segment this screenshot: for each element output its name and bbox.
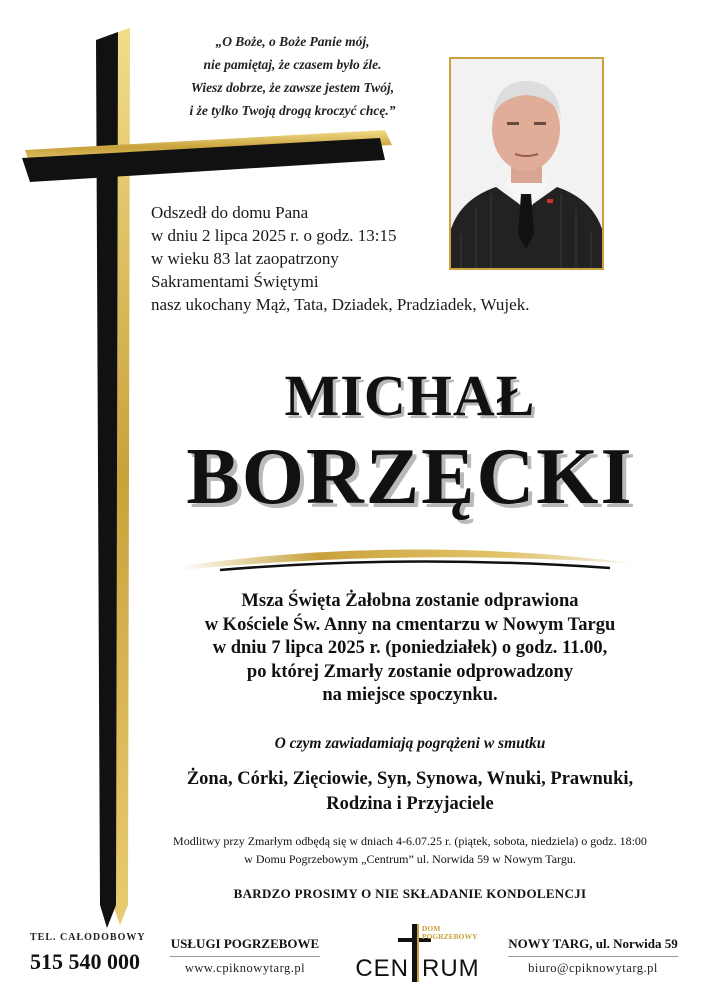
death-announcement: [151, 201, 601, 316]
mourners-list: [150, 767, 670, 817]
quote-line: „O Boże, o Boże Panie mój,: [215, 34, 370, 49]
phone-number[interactable]: 515 540 000: [30, 949, 140, 974]
intro-line: nasz ukochany Mąż, Tata, Dziadek, Pradziadek, Wujek.: [151, 295, 530, 314]
address-block: [508, 936, 678, 976]
website-link[interactable]: www.cpiknowytarg.pl: [184, 961, 306, 975]
logo-name-left: CEN: [355, 955, 409, 982]
services-block: [170, 936, 320, 976]
prayers-info: [150, 832, 670, 868]
prayers-line: Modlitwy przy Zmarłym odbędą się w dniach 4-6.07.25 r. (piątek, sobota, niedziela) o godz. 18:00: [173, 834, 647, 848]
logo-name-right: RUM: [422, 955, 480, 982]
mass-line: w dniu 7 lipca 2025 r. (poniedziałek) o godz. 11.00,: [212, 638, 608, 658]
mass-line: w Kościele Św. Anny na cmentarzu w Nowym Targu: [204, 614, 616, 635]
mourners-line: Żona, Córki, Zięciowie, Syn, Synowa, Wnuki, Prawnuki,: [186, 769, 634, 789]
deceased-last-name: BORZĘCKI: [186, 433, 634, 521]
mass-line: na miejsce spoczynku.: [322, 685, 498, 705]
gold-swoosh-divider: [180, 540, 640, 574]
phone-label: TEL. CAŁODOBOWY: [30, 932, 146, 943]
address: NOWY TARG, ul. Norwida 59: [508, 936, 678, 957]
intro-line: w dniu 2 lipca 2025 r. o godz. 13:15: [151, 226, 397, 245]
quote-line: i że tylko Twoją drogą kroczyć chcę.”: [189, 103, 396, 118]
quote-line: nie pamiętaj, że czasem było źle.: [203, 57, 382, 72]
epitaph-quote: [150, 30, 435, 122]
mourners-intro: O czym zawiadamiają pogrążeni w smutku: [274, 735, 546, 752]
funeral-mass-info: [150, 590, 670, 708]
deceased-first-name: MICHAŁ: [284, 363, 536, 428]
centrum-logo: [340, 920, 490, 990]
logo-top-text: DOM: [422, 924, 441, 933]
mass-line: po której Zmarły zostanie odprowadzony: [246, 661, 574, 682]
prayers-line: w Domu Pogrzebowym „Centrum” ul. Norwida 59 w Nowym Targu.: [244, 852, 576, 866]
mourners-line: Rodzina i Przyjaciele: [326, 794, 494, 814]
no-condolences-notice: BARDZO PROSIMY O NIE SKŁADANIE KONDOLENCJI: [233, 886, 587, 901]
mass-line: Msza Święta Żałobna zostanie odprawiona: [241, 591, 579, 611]
email-link[interactable]: biuro@cpiknowytarg.pl: [528, 961, 658, 975]
intro-line: Sakramentami Świętymi: [151, 272, 319, 291]
logo-sub-text: POGRZEBOWY: [422, 932, 478, 941]
services-title: USŁUGI POGRZEBOWE: [170, 936, 320, 957]
intro-line: Odszedł do domu Pana: [151, 203, 309, 222]
intro-line: w wieku 83 lat zaopatrzony: [151, 249, 339, 268]
quote-line: Wiesz dobrze, że zawsze jestem Twój,: [190, 80, 395, 95]
